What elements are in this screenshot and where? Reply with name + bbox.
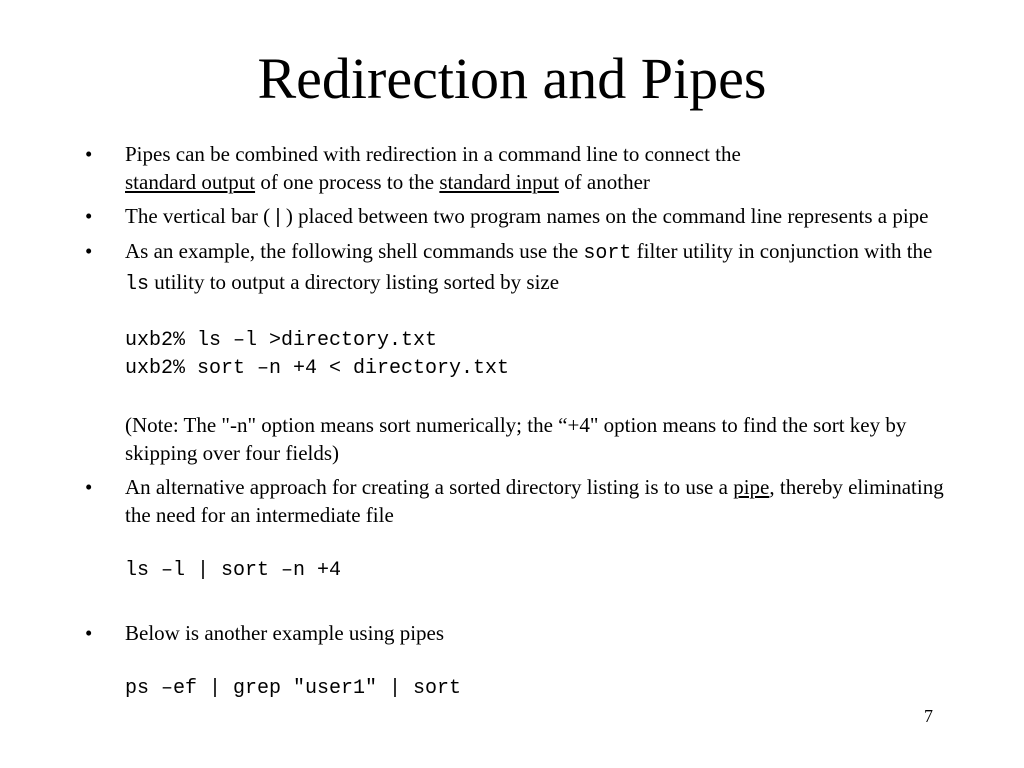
command-line: ls –l | sort –n +4 [125,559,342,582]
bullet-text: , thereby eliminating the need for an intermediate file [125,475,944,527]
bullet-text: of another [558,170,650,194]
term-pipe: pipe [733,475,770,499]
page-number: 7 [924,706,933,726]
slide-title: Redirection and Pipes [257,46,767,111]
code-sort: sort [583,242,632,265]
bullet-text: utility to output a directory listing sorted by size [149,270,560,294]
bullet-dot-icon: • [85,239,93,263]
term-standard-input: standard input [439,170,559,194]
bullet-dot-icon: • [85,142,93,166]
code-ls: ls [125,273,150,296]
bullet-text: Below is another example using pipes [125,621,445,645]
bullet-item [85,202,945,231]
bullet-dot-icon: • [85,475,93,499]
bullet-item [85,473,945,613]
command-line: ps –ef | grep "user1" | sort [125,677,462,700]
bullet-text: An alternative approach for creating a sorted directory listing is to use a [125,475,734,499]
command-line: uxb2% sort –n +4 < directory.txt [125,357,510,380]
bullet-text: The vertical bar ( [125,204,276,228]
term-standard-output: standard output [125,170,256,194]
bullet-dot-icon: • [85,204,93,228]
command-line: uxb2% ls –l >directory.txt [125,329,438,352]
bullet-text: ) placed between two program names on the command line represents a pipe [280,204,929,228]
note-text: (Note: The "-n" option means sort numerically; the “+4" option means to find the sort key by skipping over four fields) [125,413,907,465]
bullet-dot-icon: • [85,621,93,645]
bullet-text: As an example, the following shell commands use the [125,239,584,263]
bullet-text: filter utility in conjunction with the [631,239,933,263]
pipe-symbol: | [275,206,281,228]
slide-content [85,140,945,709]
bullet-text: of one process to the [255,170,440,194]
bullet-item [85,619,945,703]
bullet-text: Pipes can be combined with redirection in a command line to connect the [125,142,741,166]
bullet-item [85,140,945,196]
bullet-item [85,237,945,467]
